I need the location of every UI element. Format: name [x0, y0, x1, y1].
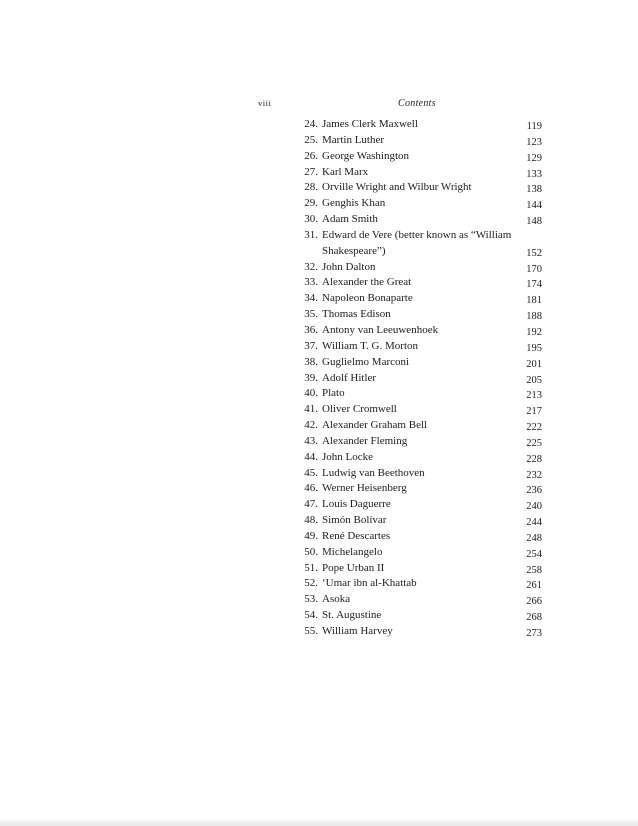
entry-page-number: 133 — [526, 168, 542, 180]
entry-number: 45. — [304, 466, 318, 479]
running-head: Contents — [398, 98, 436, 109]
entry-title: Adolf Hitler — [322, 371, 377, 384]
toc-entry — [298, 228, 542, 260]
entry-title: Alexander Graham Bell — [322, 419, 428, 432]
toc-entry — [298, 545, 542, 561]
entry-number: 31. — [304, 228, 318, 241]
entry-page-number: 188 — [526, 311, 542, 323]
toc-entry — [298, 624, 542, 640]
entry-page-number: 152 — [526, 247, 542, 259]
entry-number: 28. — [304, 181, 318, 194]
entry-number: 48. — [304, 514, 318, 527]
entry-number: 32. — [304, 260, 318, 273]
entry-page-number: 129 — [526, 152, 542, 164]
entry-title: Alexander the Great — [322, 276, 412, 289]
toc-entry — [298, 355, 542, 371]
toc-entry — [298, 323, 542, 339]
entry-page-number: 217 — [526, 406, 542, 418]
entry-number: 44. — [304, 450, 318, 463]
entry-number: 55. — [304, 625, 318, 637]
entry-title: Orville Wright and Wilbur Wright — [322, 181, 472, 194]
entry-page-number: 258 — [526, 564, 542, 576]
toc-entry — [298, 260, 542, 276]
entry-number: 25. — [304, 133, 318, 146]
entry-title: Louis Daguerre — [322, 498, 391, 511]
toc-entry — [298, 212, 542, 228]
toc-entry — [298, 434, 542, 450]
entry-title: Plato — [322, 387, 345, 400]
entry-number: 52. — [304, 577, 318, 590]
entry-title: Guglielmo Marconi — [322, 355, 410, 368]
entry-page-number: 244 — [526, 517, 542, 529]
entry-number: 29. — [304, 197, 318, 210]
toc-entry — [298, 117, 542, 133]
entry-number: 30. — [304, 213, 318, 226]
entry-number: 49. — [304, 529, 318, 542]
entry-title: John Dalton — [322, 260, 376, 273]
toc-entry — [298, 466, 542, 482]
entry-number: 26. — [304, 149, 318, 162]
entry-number: 24. — [304, 118, 318, 130]
entry-number: 42. — [304, 419, 318, 432]
entry-page-number: 205 — [526, 374, 542, 386]
entry-page-number: 148 — [526, 216, 542, 228]
toc-entry — [298, 307, 542, 323]
entry-title: Karl Marx — [322, 165, 369, 178]
entry-number: 54. — [304, 609, 318, 622]
toc-entry — [298, 275, 542, 291]
toc-entry — [298, 291, 542, 307]
toc-entry — [298, 165, 542, 181]
entry-page-number: 228 — [526, 453, 542, 465]
entry-page-number: 201 — [526, 358, 542, 370]
toc-entry — [298, 529, 542, 545]
entry-title: Martin Luther — [322, 133, 385, 146]
entry-title: William T. G. Morton — [322, 339, 419, 352]
entry-page-number: 123 — [526, 136, 542, 148]
page-number: viii — [258, 98, 272, 108]
entry-title: Adam Smith — [322, 213, 378, 226]
entry-title: St. Augustine — [322, 609, 382, 622]
toc-entry — [298, 339, 542, 355]
toc-entry — [298, 133, 542, 149]
entry-title: James Clerk Maxwell — [322, 118, 418, 130]
entry-number: 39. — [304, 371, 318, 384]
entry-page-number: 273 — [526, 628, 542, 639]
entry-number: 34. — [304, 292, 318, 305]
entry-number: 53. — [304, 593, 318, 606]
entry-title: Pope Urban II — [322, 561, 385, 574]
entry-page-number: 240 — [526, 501, 542, 513]
entry-title: Genghis Khan — [322, 197, 386, 210]
entry-title: George Washington — [322, 149, 410, 162]
entry-title: Asoka — [322, 593, 351, 606]
entry-title: Werner Heisenberg — [322, 482, 407, 495]
entry-title: William Harvey — [322, 625, 393, 637]
entry-number: 51. — [304, 561, 318, 574]
entry-page-number: 170 — [526, 263, 542, 275]
entry-page-number: 248 — [526, 532, 542, 544]
entry-page-number: 225 — [526, 437, 542, 449]
entry-page-number: 144 — [526, 200, 542, 212]
entry-title: Edward de Vere (better known as “William Shakespeare”) — [322, 228, 512, 257]
toc-entry — [298, 402, 542, 418]
entry-title: Alexander Fleming — [322, 434, 408, 447]
table-of-contents — [298, 117, 542, 640]
entry-number: 38. — [304, 355, 318, 368]
entry-page-number: 254 — [526, 548, 542, 560]
toc-entry — [298, 450, 542, 466]
entry-page-number: 174 — [526, 279, 542, 291]
entry-number: 27. — [304, 165, 318, 178]
toc-entry — [298, 592, 542, 608]
entry-number: 41. — [304, 403, 318, 416]
entry-page-number: 268 — [526, 612, 542, 624]
entry-title: ʻUmar ibn al-Khattab — [322, 577, 417, 590]
entry-page-number: 236 — [526, 485, 542, 497]
toc-entry — [298, 608, 542, 624]
toc-entry — [298, 561, 542, 577]
entry-title: Thomas Edison — [322, 308, 391, 321]
entry-number: 47. — [304, 498, 318, 511]
toc-entry — [298, 497, 542, 513]
entry-page-number: 213 — [526, 390, 542, 402]
entry-title: Ludwig van Beethoven — [322, 466, 425, 479]
entry-page-number: 181 — [526, 295, 542, 307]
entry-page-number: 232 — [526, 469, 542, 481]
toc-entry — [298, 418, 542, 434]
entry-title: Napoleon Bonaparte — [322, 292, 413, 305]
scan-edge-shadow — [0, 818, 638, 826]
entry-page-number: 138 — [526, 184, 542, 196]
entry-number: 35. — [304, 308, 318, 321]
entry-title: René Descartes — [322, 529, 391, 542]
entry-page-number: 192 — [526, 326, 542, 338]
entry-number: 33. — [304, 276, 318, 289]
entry-number: 36. — [304, 323, 318, 336]
entry-number: 40. — [304, 387, 318, 400]
entry-title: Simón Bolívar — [322, 514, 387, 527]
entry-title: John Locke — [322, 450, 374, 463]
toc-entry — [298, 481, 542, 497]
entry-number: 46. — [304, 482, 318, 495]
entry-page-number: 119 — [526, 121, 542, 132]
entry-title: Antony van Leeuwenhoek — [322, 323, 439, 336]
entry-number: 50. — [304, 545, 318, 558]
entry-title: Oliver Cromwell — [322, 403, 397, 416]
entry-page-number: 222 — [526, 422, 542, 434]
toc-entry — [298, 196, 542, 212]
entry-number: 43. — [304, 434, 318, 447]
entry-page-number: 261 — [526, 580, 542, 592]
toc-entry — [298, 371, 542, 387]
entry-page-number: 195 — [526, 342, 542, 354]
entry-title: Michelangelo — [322, 545, 383, 558]
entry-number: 37. — [304, 339, 318, 352]
toc-entry — [298, 576, 542, 592]
toc-entry — [298, 149, 542, 165]
toc-entry — [298, 513, 542, 529]
toc-entry — [298, 180, 542, 196]
entry-page-number: 266 — [526, 596, 542, 608]
toc-entry — [298, 386, 542, 402]
